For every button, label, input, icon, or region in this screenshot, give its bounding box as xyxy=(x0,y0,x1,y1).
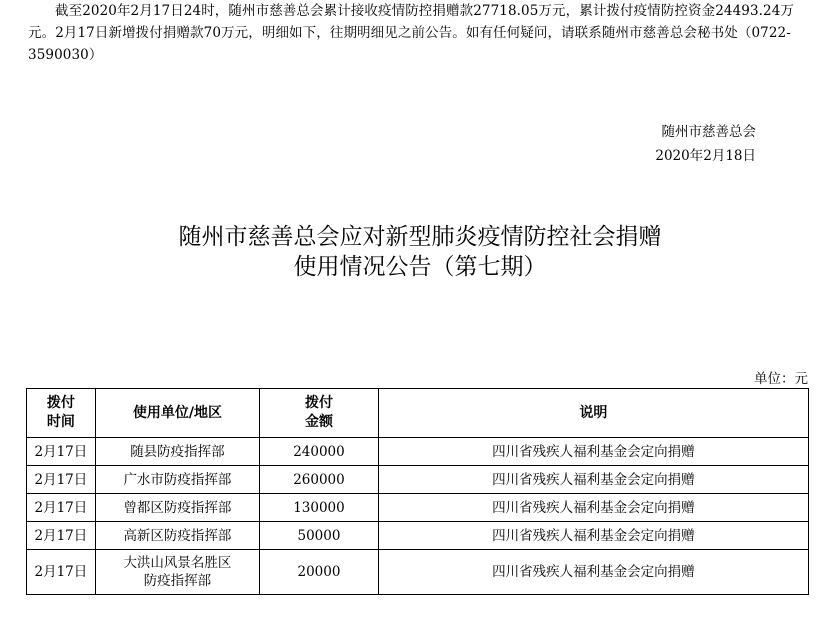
allocation-table xyxy=(26,388,809,595)
table-row xyxy=(27,494,809,522)
row-unit-line2: 防疫指挥部 xyxy=(143,573,212,589)
header-date-line2: 时间 xyxy=(46,414,75,430)
row-date: 2月17日 xyxy=(27,438,96,466)
header-amount-line1: 拨付 xyxy=(304,395,333,411)
row-note: 四川省残疾人福利基金会定向捐赠 xyxy=(378,550,808,595)
row-amount: 130000 xyxy=(260,494,379,522)
row-date: 2月17日 xyxy=(27,494,96,522)
table-row xyxy=(27,550,809,595)
table-row xyxy=(27,438,809,466)
row-unit: 曾都区防疫指挥部 xyxy=(95,494,259,522)
row-note: 四川省残疾人福利基金会定向捐赠 xyxy=(378,438,808,466)
row-date: 2月17日 xyxy=(27,550,96,595)
row-amount: 240000 xyxy=(260,438,379,466)
row-amount: 20000 xyxy=(260,550,379,595)
header-amount xyxy=(260,389,379,438)
table-row xyxy=(27,466,809,494)
header-unit: 使用单位/地区 xyxy=(95,389,259,438)
page-title xyxy=(0,222,840,282)
title-line-2: 使用情况公告（第七期） xyxy=(293,254,547,280)
row-date: 2月17日 xyxy=(27,466,96,494)
row-amount: 50000 xyxy=(260,522,379,550)
unit-label: 单位：元 xyxy=(754,371,808,387)
row-note: 四川省残疾人福利基金会定向捐赠 xyxy=(378,494,808,522)
row-unit: 随县防疫指挥部 xyxy=(95,438,259,466)
header-amount-line2: 金额 xyxy=(304,414,333,430)
row-note: 四川省残疾人福利基金会定向捐赠 xyxy=(378,466,808,494)
table-row xyxy=(27,522,809,550)
title-line-1: 随州市慈善总会应对新型肺炎疫情防控社会捐赠 xyxy=(178,224,662,250)
row-unit: 高新区防疫指挥部 xyxy=(95,522,259,550)
row-date: 2月17日 xyxy=(27,522,96,550)
table-header-row xyxy=(27,389,809,438)
intro-paragraph: 截至2020年2月17日24时，随州市慈善总会累计接收疫情防控捐赠款27718.05万元，累计拨付疫情防控资金24493.24万元。2月17日新增拨付捐赠款70万元，明细如下，往期明细见之前公告。如有任何疑问，请联系随州市慈善总会秘书处（0722-3590030） xyxy=(28,3,795,63)
row-unit: 广水市防疫指挥部 xyxy=(95,466,259,494)
header-date-line1: 拨付 xyxy=(46,395,75,411)
row-unit-line1: 大洪山风景名胜区 xyxy=(123,555,232,571)
header-date xyxy=(27,389,96,438)
signature-block xyxy=(655,120,756,168)
row-amount: 260000 xyxy=(260,466,379,494)
row-note: 四川省残疾人福利基金会定向捐赠 xyxy=(378,522,808,550)
row-unit xyxy=(95,550,259,595)
header-note: 说明 xyxy=(378,389,808,438)
signature-date: 2020年2月18日 xyxy=(655,148,756,164)
signature-org: 随州市慈善总会 xyxy=(661,124,756,140)
